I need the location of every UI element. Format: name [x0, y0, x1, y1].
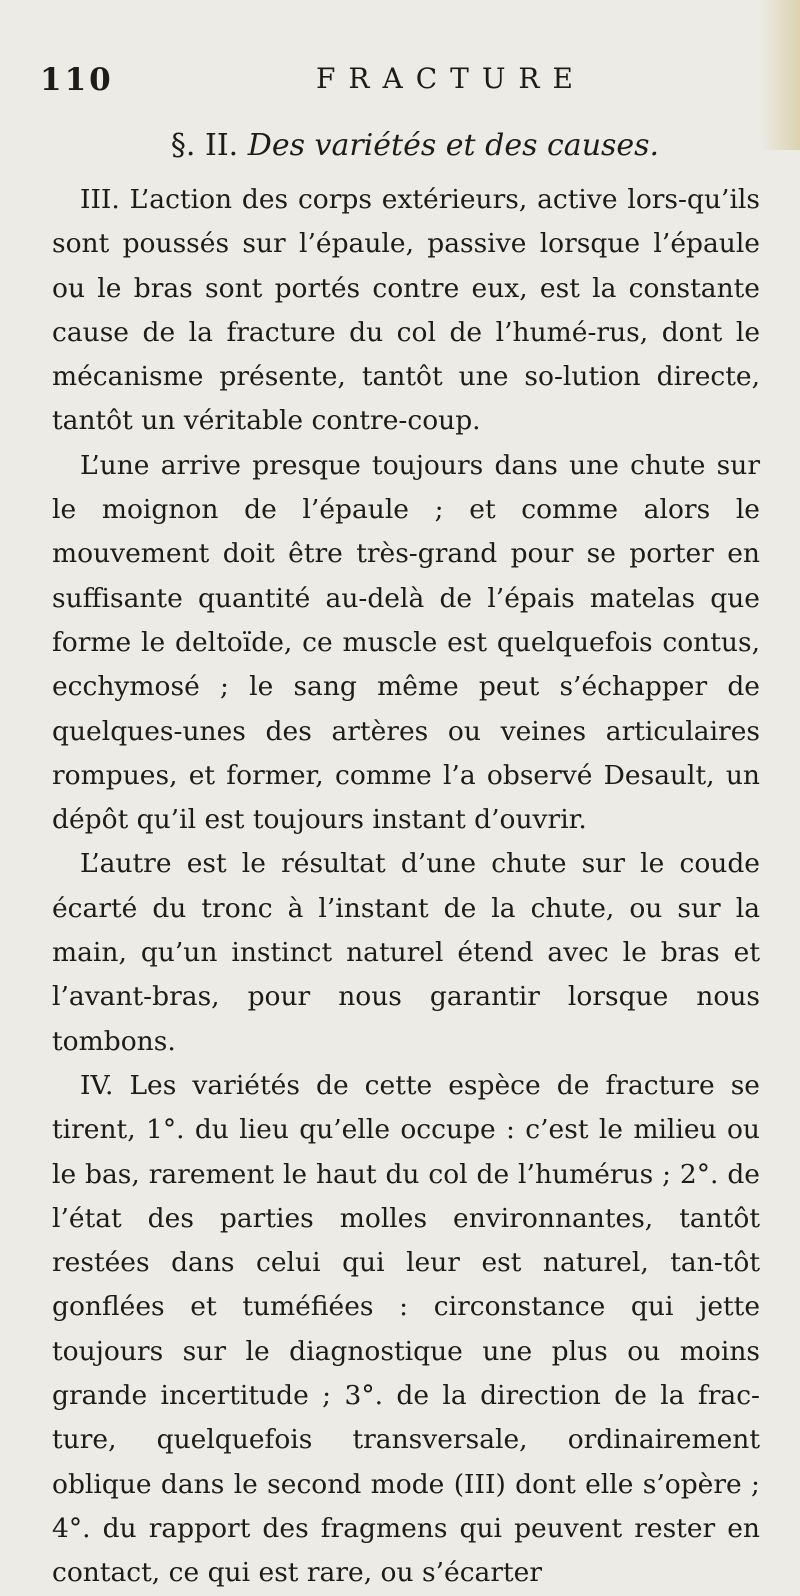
paragraph: IV. Les variétés de cette espèce de fracture se tirent, 1°. du lieu qu’elle occupe : c’est le milieu ou le bas, rarement le haut du col de l’humérus ; 2°. de l’état des parties molles environnantes, tantôt restées dans celui qui leur est naturel, tan-tôt gonflées et tuméfiées : circonstance qui jette toujours sur le diagnostique une plus ou moins grande incertitude ; 3°. de la direction de la frac-ture, quelquefois transversale, ordinairement oblique dans le second mode (III) dont elle s’opère ; 4°. du rapport des fragmens qui peuvent rester en contact, ce qui est rare, ou s’écarter	[52, 1069, 760, 1589]
body-text	[52, 178, 760, 1596]
paragraph: III. L’action des corps extérieurs, active lors-qu’ils sont poussés sur l’épaule, passive lorsque l’épaule ou le bras sont portés contre eux, est la constante cause de la fracture du col de l’humé-rus, dont le mécanisme présente, tantôt une so-lution directe, tantôt un véritable contre-coup.	[52, 184, 760, 437]
running-title: FRACTURE	[316, 62, 586, 95]
running-head	[40, 62, 800, 102]
section-title: Des variétés et des causes.	[247, 128, 660, 163]
paragraph: L’une arrive presque toujours dans une chute sur le moignon de l’épaule ; et comme alors le mouvement doit être très-grand pour se porter en suffisante quantité au-delà de l’épais matelas que forme le deltoïde, ce muscle est quelquefois contus, ecchymosé ; le sang même peut s’échapper de quelques-unes des artères ou veines articulaires rompues, et former, comme l’a observé Desault, un dépôt qu’il est toujours instant d’ouvrir.	[52, 449, 760, 836]
section-number: §. II.	[170, 128, 239, 163]
paragraph: L’autre est le résultat d’une chute sur le coude écarté du tronc à l’instant de la chute, ou sur la main, qu’un instinct naturel étend avec le bras et l’avant-bras, pour nous garantir lorsque nous tombons.	[52, 848, 760, 1057]
page-number: 110	[40, 62, 114, 98]
section-heading	[0, 128, 800, 163]
